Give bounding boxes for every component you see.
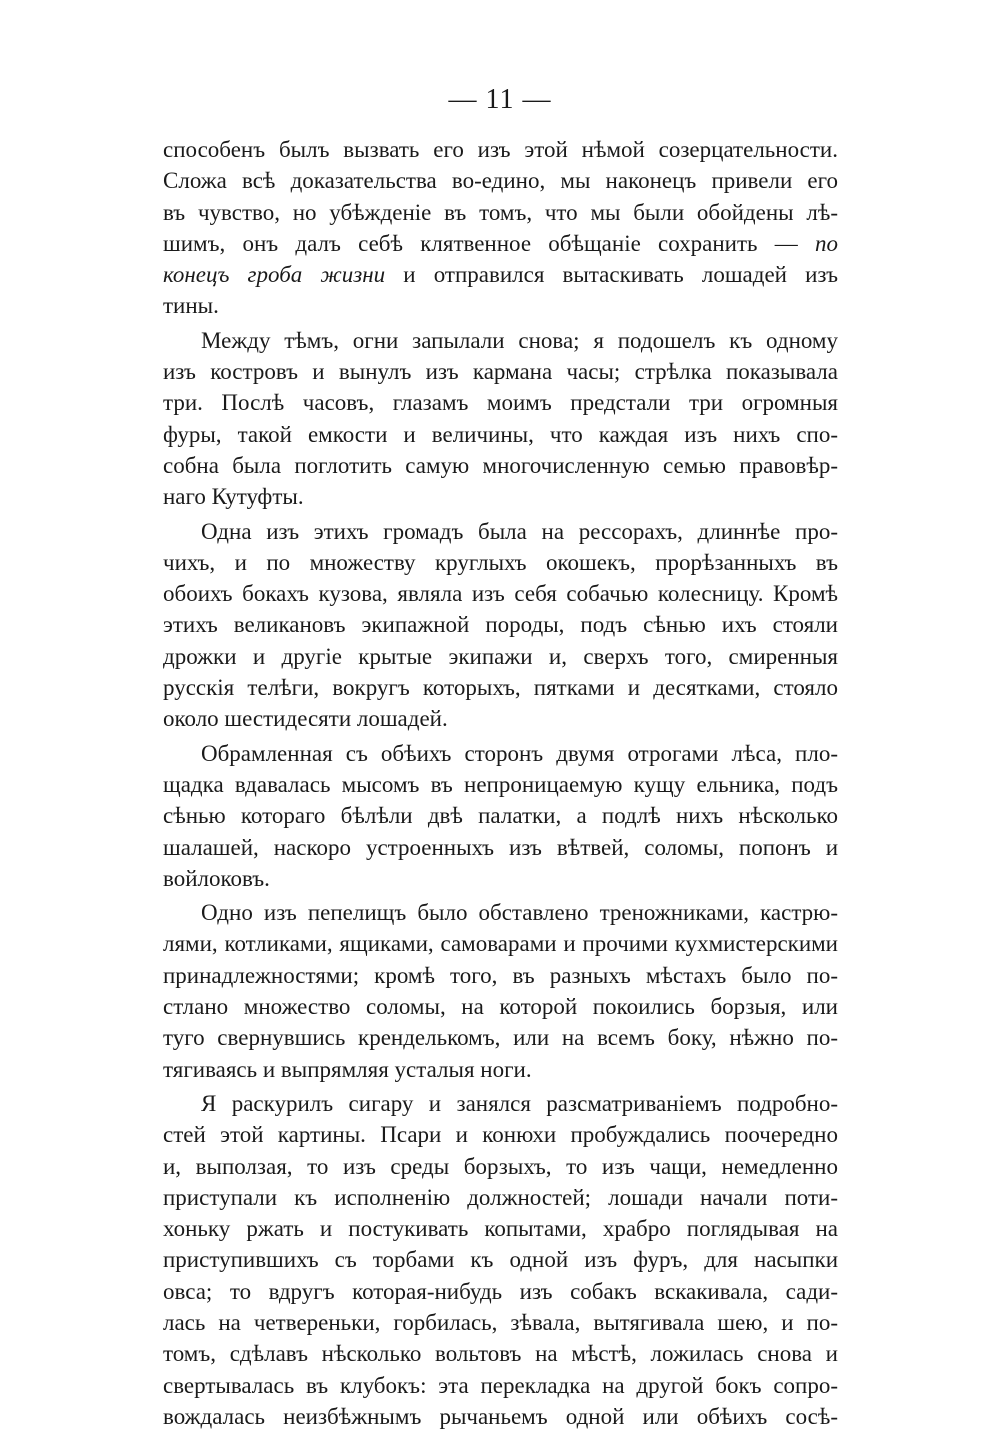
paragraph — [163, 1088, 838, 1432]
text-line: изъ костровъ и вынулъ изъ кармана часы; стрѣлка показывала — [163, 359, 838, 385]
text-line-segment: и отправился вытаскивать лошадей изъ — [385, 262, 838, 288]
text-line: собна была поглотить самую многочисленную семью правовѣр- — [163, 452, 838, 478]
paragraph — [163, 516, 838, 735]
text-line: свертывалась въ клубокъ: эта перекладка на другой бокъ сопро- — [163, 1372, 838, 1398]
text-line: стей этой картины. Псари и конюхи пробуждались поочередно — [163, 1122, 838, 1148]
paragraph — [163, 325, 838, 513]
text-line: приступившихъ съ торбами къ одной изъ фуръ, для насыпки — [163, 1247, 838, 1273]
italic-phrase: по — [815, 230, 838, 256]
text-line: овса; то вдругъ которая-нибудь изъ собакъ вскакивала, сади- — [163, 1278, 838, 1304]
italic-phrase: конецъ гроба жизни — [163, 262, 386, 288]
text-line: Обрамленная съ обѣихъ сторонъ двумя отрогами лѣса, пло- — [201, 740, 838, 766]
paragraph — [163, 897, 838, 1085]
text-line: войлоковъ. — [163, 865, 270, 891]
text-line: дрожки и другіе крытые экипажи и, сверхъ того, смиренныя — [163, 643, 838, 669]
text-line: Одна изъ этихъ громадъ была на рессорахъ, длиннѣе про- — [201, 518, 838, 544]
page-number: — 11 — — [448, 84, 552, 115]
text-line: вождалась неизбѣжнымъ рычаньемъ одной или обѣихъ сосѣ- — [163, 1403, 838, 1429]
text-line: наго Кутуфты. — [163, 484, 304, 510]
text-line: хоньку ржать и постукивать копытами, храбро поглядывая на — [163, 1216, 838, 1242]
text-line: сѣнью котораго бѣлѣли двѣ палатки, а подлѣ нихъ нѣсколько — [163, 803, 838, 829]
text-line: обоихъ бокахъ кузова, являла изъ себя собачью колесницу. Кромѣ — [163, 581, 838, 607]
text-line: туго свернувшись кренделькомъ, или на всемъ боку, нѣжно по- — [163, 1025, 838, 1051]
paragraph — [163, 134, 838, 322]
text-line: Я раскурилъ сигару и занялся разсматриваніемъ подробно- — [201, 1090, 838, 1116]
text-line: лась на четвереньки, горбилась, зѣвала, вытягивала шею, и по- — [163, 1309, 838, 1335]
text-line: чихъ, и по множеству круглыхъ окошекъ, прорѣзанныхъ въ — [163, 549, 838, 575]
text-line: принадлежностями; кромѣ того, въ разныхъ мѣстахъ было по- — [163, 962, 838, 988]
text-line: томъ, сдѣлавъ нѣсколько вольтовъ на мѣстѣ, ложилась снова и — [163, 1341, 838, 1367]
text-line: тягиваясь и выпрямляя усталыя ноги. — [163, 1056, 532, 1082]
text-line: способенъ былъ вызвать его изъ этой нѣмой созерцательности. — [163, 137, 838, 162]
paragraph — [163, 738, 838, 894]
text-line: щадка вдавалась мысомъ въ непроницаемую кущу ельника, подъ — [163, 771, 838, 797]
text-line: русскія телѣги, вокругъ которыхъ, пятками и десятками, стояло — [163, 675, 838, 701]
text-line: Одно изъ пепелищъ было обставлено треножниками, кастрю- — [201, 900, 838, 926]
text-line — [163, 259, 838, 290]
text-line: шалашей, наскоро устроенныхъ изъ вѣтвей, соломы, попонъ и — [163, 834, 838, 860]
text-line: Сложа всѣ доказательства во-едино, мы наконецъ привели его — [163, 168, 838, 194]
text-line: три. Послѣ часовъ, глазамъ моимъ предстали три огромныя — [163, 390, 838, 416]
text-line-segment: шимъ, онъ далъ себѣ клятвенное обѣщаніе сохранить — — [163, 230, 815, 256]
text-line: фуры, такой емкости и величины, что каждая изъ нихъ спо- — [163, 421, 838, 447]
text-line: приступали къ исполненію должностей; лошади начали поти- — [163, 1184, 838, 1210]
text-line: около шестидесяти лошадей. — [163, 706, 448, 732]
text-line: и, выползая, то изъ среды борзыхъ, то изъ чащи, немедленно — [163, 1153, 838, 1179]
text-line: стлано множество соломы, на которой покоились борзыя, или — [163, 994, 838, 1020]
text-line: тины. — [163, 293, 219, 319]
text-line: Между тѣмъ, огни запылали снова; я подошелъ къ одному — [201, 327, 838, 353]
body-text — [163, 134, 838, 1432]
text-line: въ чувство, но убѣжденіе въ томъ, что мы были обойдены лѣ- — [163, 199, 838, 225]
text-line: лями, котликами, ящиками, самоварами и прочими кухмистерскими — [163, 931, 838, 957]
text-line: этихъ великановъ экипажной породы, подъ сѣнью ихъ стояли — [163, 612, 838, 638]
text-line — [163, 228, 838, 259]
